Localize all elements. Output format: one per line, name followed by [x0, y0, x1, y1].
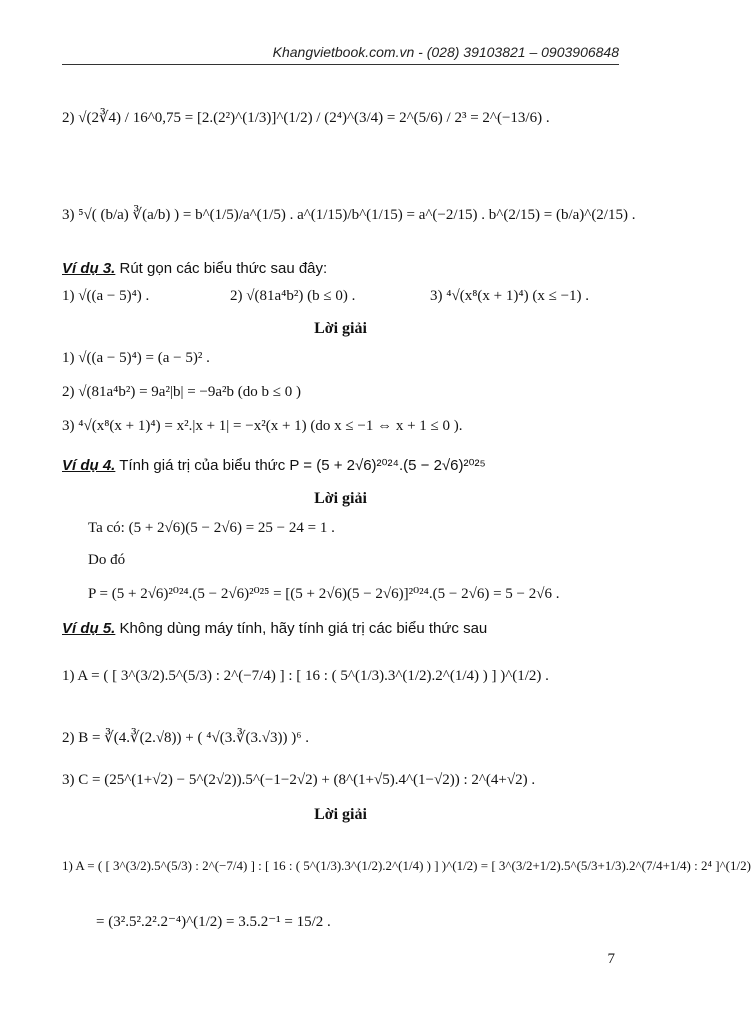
example-5-solution-heading: Lời giải — [314, 806, 367, 823]
example-3-label: Ví dụ 3. — [62, 260, 116, 277]
page-header — [0, 0, 681, 70]
example-5-q3: 3) C = (25^(1+√2) − 5^(2√2)).5^(−1−2√2) + (8^(1+√5).4^(1−√2)) : 2^(4+√2) . — [62, 772, 536, 788]
example-3-s2: 2) √(81a⁴b²) = 9a²|b| = −9a²b (do b ≤ 0 ) — [62, 384, 302, 400]
header-site-contact: Khangvietbook.com.vn - (028) 39103821 – 0903906848 — [272, 44, 619, 60]
example-5-label: Ví dụ 5. — [62, 620, 116, 637]
example-3-q1: 1) √((a − 5)⁴) . — [62, 288, 150, 304]
example-5-title — [62, 620, 487, 637]
example-3-q2: 2) √(81a⁴b²) (b ≤ 0) . — [230, 288, 356, 304]
example-3-title — [62, 260, 327, 277]
example-5-text: Không dùng máy tính, hãy tính giá trị các biểu thức sau — [115, 620, 488, 637]
example-3-solution-heading: Lời giải — [314, 320, 367, 337]
example-3-s3: 3) ⁴√(x⁸(x + 1)⁴) = x².|x + 1| = −x²(x + 1) (do x ≤ −1 ⇔ x + 1 ≤ 0 ). — [62, 418, 463, 434]
example-4-s2: Do đó — [88, 552, 126, 568]
line-3: 3) ⁵√( (b/a) ∛(a/b) ) = b^(1/5)/a^(1/5) . a^(1/15)/b^(1/15) = a^(−2/15) . b^(2/15) = (b/a)^(2/15) . — [62, 207, 636, 223]
example-4-s3: P = (5 + 2√6)²⁰²⁴.(5 − 2√6)²⁰²⁵ = [(5 + 2√6)(5 − 2√6)]²⁰²⁴.(5 − 2√6) = 5 − 2√6 . — [88, 586, 560, 602]
example-5-s2: = (3².5².2².2⁻⁴)^(1/2) = 3.5.2⁻¹ = 15/2 . — [96, 914, 331, 930]
example-4-solution-heading: Lời giải — [314, 490, 367, 507]
example-3-s1: 1) √((a − 5)⁴) = (a − 5)² . — [62, 350, 210, 366]
example-3-q3: 3) ⁴√(x⁸(x + 1)⁴) (x ≤ −1) . — [430, 288, 590, 304]
example-5-q1: 1) A = ( [ 3^(3/2).5^(5/3) : 2^(−7/4) ] : [ 16 : ( 5^(1/3).3^(1/2).2^(1/4) ) ] )^(1/2) . — [62, 668, 549, 684]
example-4-s1: Ta có: (5 + 2√6)(5 − 2√6) = 25 − 24 = 1 . — [88, 520, 335, 536]
page-number: 7 — [607, 951, 615, 967]
line-2: 2) √(2∛4) / 16^0,75 = [2.(2²)^(1/3)]^(1/2) / (2⁴)^(3/4) = 2^(5/6) / 2³ = 2^(−13/6) . — [62, 110, 550, 126]
example-5-q2: 2) B = ∛(4.∛(2.√8)) + ( ⁴√(3.∛(3.√3)) )⁶ . — [62, 730, 309, 746]
example-4-label: Ví dụ 4. — [62, 457, 116, 474]
example-5-s1: 1) A = ( [ 3^(3/2).5^(5/3) : 2^(−7/4) ] : [ 16 : ( 5^(1/3).3^(1/2).2^(1/4) ) ] )^(1/2) = [ 3^(3/2+1/2).5^(5/3+1/3).2^(7/4+1/4) : 2⁴ ]^(1/2) — [62, 858, 751, 873]
example-3-text: Rút gọn các biểu thức sau đây: — [115, 260, 328, 277]
example-4-text: Tính giá trị của biểu thức P = (5 + 2√6)²⁰²⁴.(5 − 2√6)²⁰²⁵ — [115, 457, 486, 474]
example-4-title — [62, 456, 486, 474]
header-rule — [62, 64, 619, 65]
